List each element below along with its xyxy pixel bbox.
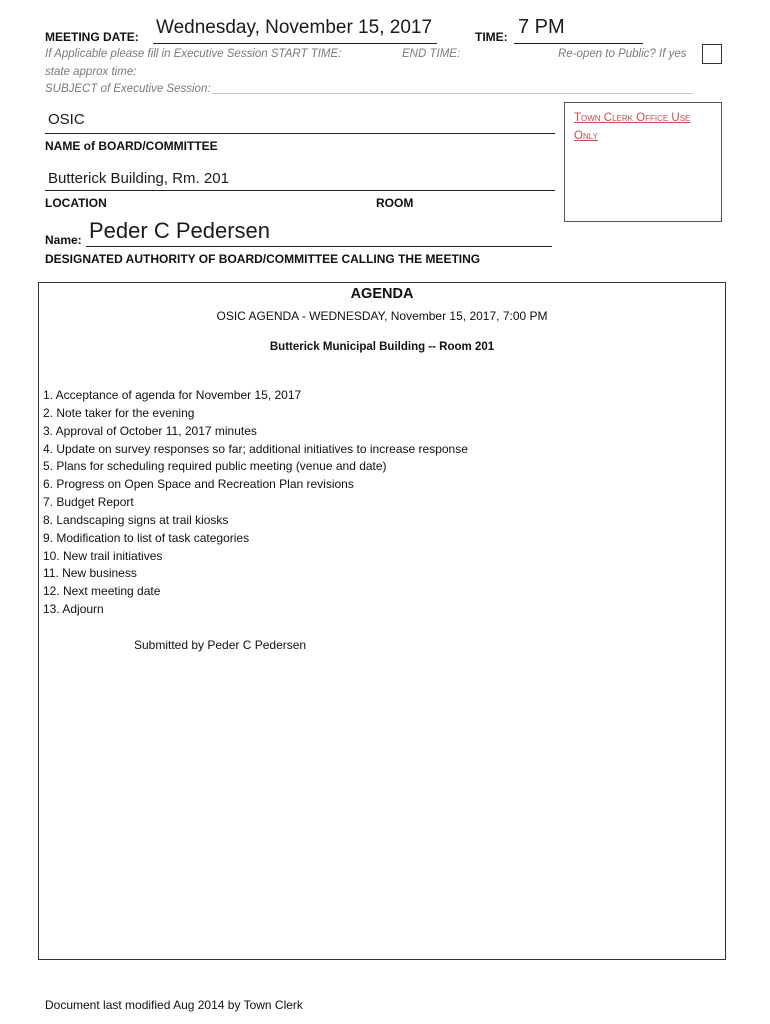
meeting-date-label: MEETING DATE: [45, 30, 139, 44]
agenda-item: 7. Budget Report [43, 495, 134, 510]
time-underline [514, 43, 643, 44]
agenda-heading: AGENDA [350, 286, 414, 302]
town-clerk-office-label: Town Clerk Office Use Only [574, 112, 691, 142]
agenda-item: 8. Landscaping signs at trail kiosks [43, 512, 229, 527]
meeting-date-value[interactable]: Wednesday, November 15, 2017 [156, 17, 433, 38]
location-value[interactable]: Butterick Building, Rm. 201 [48, 170, 229, 187]
agenda-location: Butterick Municipal Building -- Room 201 [269, 341, 495, 353]
location-underline [45, 190, 555, 191]
authority-name-underline [86, 246, 552, 247]
time-label: TIME: [475, 30, 508, 44]
agenda-item: 3. Approval of October 11, 2017 minutes [43, 423, 257, 438]
location-label: LOCATION [45, 196, 107, 210]
agenda-box [38, 282, 726, 960]
town-clerk-office-box [564, 102, 722, 222]
agenda-list [43, 387, 468, 619]
meeting-date-underline [153, 43, 437, 44]
authority-name-label: Name: [45, 233, 82, 247]
reopen-public-label: Re-open to Public? If yes [558, 48, 687, 60]
agenda-item: 13. Adjourn [43, 602, 104, 617]
board-name-value[interactable]: OSIC [48, 111, 85, 128]
board-name-label: NAME of BOARD/COMMITTEE [45, 139, 218, 153]
agenda-item: 11. New business [43, 566, 137, 581]
agenda-item: 5. Plans for scheduling required public meeting (venue and date) [43, 459, 387, 474]
agenda-item: 2. Note taker for the evening [43, 405, 195, 420]
agenda-item: 1. Acceptance of agenda for November 15, 2017 [43, 388, 302, 402]
reopen-public-checkbox[interactable] [702, 44, 722, 64]
authority-name-value[interactable]: Peder C Pedersen [89, 218, 270, 243]
exec-session-end-label: END TIME: [402, 48, 461, 60]
agenda-item: 4. Update on survey responses so far; additional initiatives to increase response [43, 441, 468, 456]
exec-session-subject-label: SUBJECT of Executive Session: ___________________________________________________________________________ [45, 83, 694, 95]
footer-note: Document last modified Aug 2014 by Town Clerk [45, 998, 303, 1012]
time-value[interactable]: 7 PM [518, 16, 565, 38]
approx-time-label: state approx time: [45, 66, 137, 78]
authority-caption: DESIGNATED AUTHORITY OF BOARD/COMMITTEE CALLING THE MEETING [45, 252, 481, 266]
agenda-item: 6. Progress on Open Space and Recreation Plan revisions [43, 477, 354, 492]
agenda-subtitle: OSIC AGENDA - WEDNESDAY, November 15, 2017, 7:00 PM [216, 309, 548, 323]
submitted-by: Submitted by Peder C Pedersen [134, 638, 307, 652]
agenda-item: 10. New trail initiatives [43, 548, 163, 563]
room-label: ROOM [376, 196, 414, 210]
board-name-underline [45, 133, 555, 134]
agenda-item: 12. Next meeting date [43, 584, 161, 599]
exec-session-start-label: If Applicable please fill in Executive Session START TIME: [45, 48, 342, 60]
agenda-item: 9. Modification to list of task categories [43, 530, 250, 545]
